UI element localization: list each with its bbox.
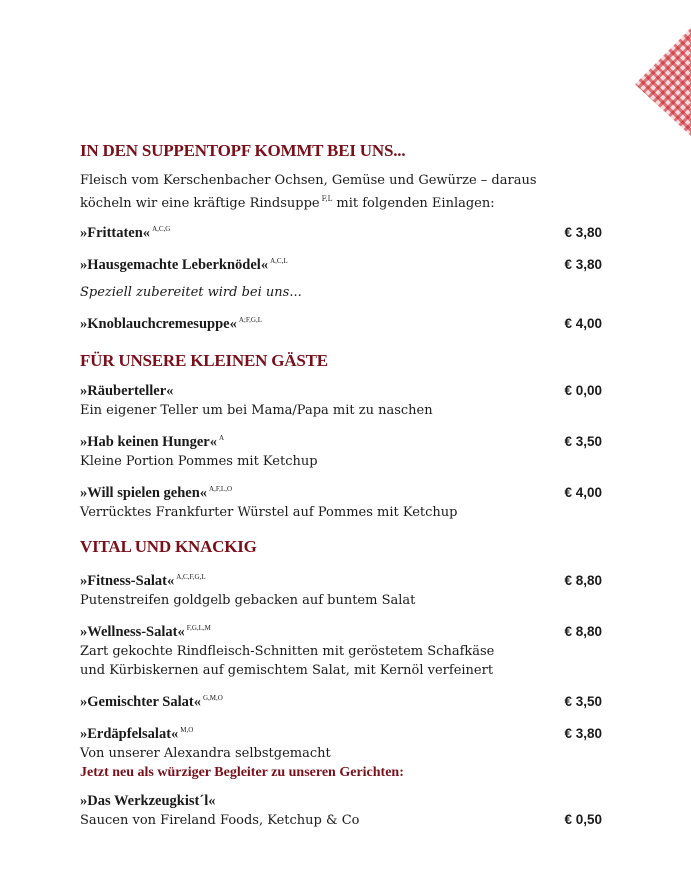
allergen-codes: A,C,F,G,L (176, 573, 206, 581)
item-name: »Räuberteller« (80, 383, 174, 399)
item-name: »Wellness-Salat« $^{F,G,L,M}$ (80, 624, 211, 640)
item-price: € 4,00 (564, 316, 602, 331)
allergen-codes: F,L (321, 195, 333, 203)
section-note: Speziell zubereitet wird bei uns... (80, 285, 302, 300)
item-price: € 4,00 (564, 485, 602, 500)
item-price: € 3,50 (564, 694, 602, 709)
item-description: Putenstreifen goldgelb gebacken auf buntem Salat (80, 593, 416, 608)
intro-text: mit folgenden Einlagen: (336, 196, 495, 211)
allergen-codes: A (218, 434, 225, 442)
item-name: »Fitness-Salat« $^{A,C,F,G,L}$ (80, 573, 206, 589)
menu-item (80, 219, 602, 243)
item-price: € 3,80 (564, 257, 602, 272)
item-description: Kleine Portion Pommes mit Ketchup (80, 454, 318, 469)
item-price: € 0,00 (564, 383, 602, 398)
item-description: Zart gekochte Rindfleisch-Schnitten mit geröstetem Schafkäse (80, 644, 495, 659)
item-price: € 8,80 (564, 624, 602, 639)
item-price: € 3,80 (564, 225, 602, 240)
item-description: und Kürbiskernen auf gemischtem Salat, mit Kernöl verfeinert (80, 663, 494, 678)
section-subheading: Jetzt neu als würziger Begleiter zu unseren Gerichten: (80, 765, 404, 780)
section-heading: IN DEN SUPPENTOPF KOMMT BEI UNS... (80, 141, 406, 160)
menu-item (80, 720, 602, 763)
section-heading: FÜR UNSERE KLEINEN GÄSTE (80, 351, 328, 370)
item-name: »Hausgemachte Leberknödel« $^{A,C,L}$ (80, 257, 288, 273)
item-name: »Das Werkzeugkist´l« (80, 793, 216, 809)
item-price: € 8,80 (564, 573, 602, 588)
allergen-codes: A,F,L,O (209, 485, 232, 493)
menu-item (80, 567, 602, 610)
item-name: »Hab keinen Hunger« $^A$ (80, 434, 225, 450)
menu-item (80, 381, 602, 420)
item-price: € 3,50 (564, 434, 602, 449)
menu-item (80, 479, 602, 522)
item-price: € 0,50 (564, 812, 602, 827)
item-description: Ein eigener Teller um bei Mama/Papa mit zu naschen (80, 403, 433, 418)
intro-line: Fleisch vom Kerschenbacher Ochsen, Gemüse und Gewürze – daraus (80, 173, 537, 188)
allergen-codes: G,M,O (202, 694, 223, 702)
item-name: »Erdäpfelsalat« $^{M,O}$ (80, 726, 194, 742)
menu-item (80, 428, 602, 471)
item-description: Saucen von Fireland Foods, Ketchup & Co (80, 813, 360, 828)
item-name: »Knoblauchcremesuppe« $^{A;F,G,L}$ (80, 316, 263, 332)
item-name: »Gemischter Salat« $^{G,M,O}$ (80, 694, 223, 710)
menu-item (80, 310, 602, 334)
section-kids (80, 351, 602, 522)
section-intro (80, 171, 602, 213)
checkered-napkin-decoration (635, 28, 691, 136)
item-price: € 3,80 (564, 726, 602, 741)
section-condiments (80, 765, 602, 830)
intro-text: köcheln wir eine kräftige Rindsuppe (80, 196, 320, 211)
menu-item (80, 688, 602, 712)
allergen-codes: A;F,G,L (238, 316, 263, 324)
allergen-codes: F,G,L,M (186, 624, 211, 632)
menu-item (80, 251, 602, 275)
section-salads (80, 537, 602, 763)
menu-item (80, 618, 602, 680)
item-description: Von unserer Alexandra selbstgemacht (80, 746, 331, 761)
intro-line (80, 190, 602, 213)
allergen-codes: A,C,L (270, 257, 288, 265)
item-name: »Will spielen gehen« $^{A,F,L,O}$ (80, 485, 232, 501)
item-description: Verrücktes Frankfurter Würstel auf Pommes mit Ketchup (80, 505, 458, 520)
allergen-codes: A,C,G (152, 225, 171, 233)
section-heading: VITAL UND KNACKIG (80, 537, 257, 556)
allergen-codes: M,O (180, 726, 194, 734)
item-name: »Frittaten« $^{A,C,G}$ (80, 225, 171, 241)
section-soups (80, 141, 602, 334)
menu-item (80, 791, 602, 830)
